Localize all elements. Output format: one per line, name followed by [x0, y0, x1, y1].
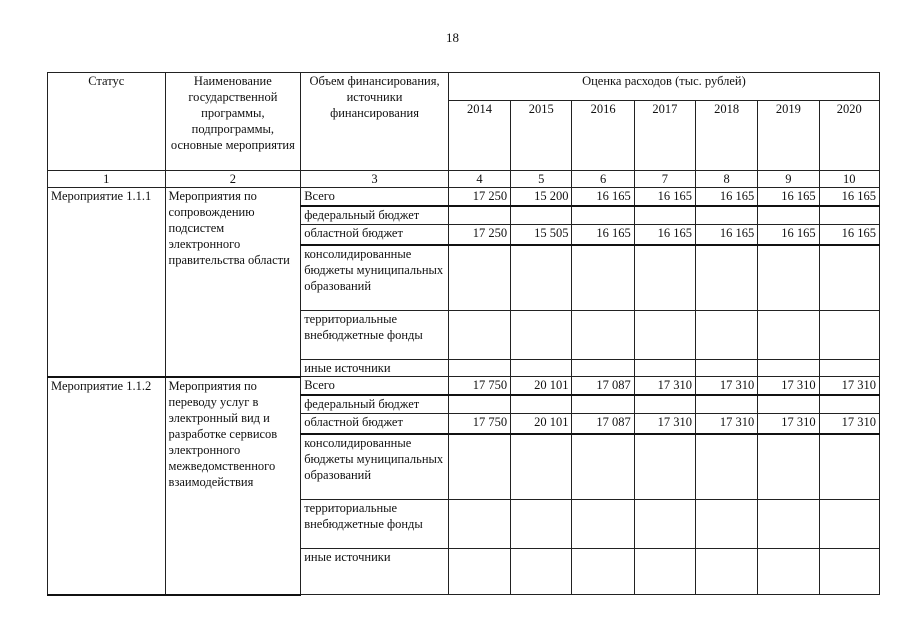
value-cell: [511, 549, 572, 595]
value-cell: [696, 434, 758, 500]
header-financing: Объем финансирования, источники финансирования: [301, 73, 449, 171]
header-year: 2015: [511, 101, 572, 171]
column-number: 3: [301, 171, 449, 188]
value-cell: [758, 549, 819, 595]
value-cell: [572, 434, 634, 500]
source-label: областной бюджет: [301, 414, 449, 434]
value-cell: [819, 549, 879, 595]
value-cell: [696, 395, 758, 414]
budget-table: [47, 72, 880, 596]
header-year: 2018: [696, 101, 758, 171]
source-label: Всего: [301, 188, 449, 206]
value-cell: [634, 360, 695, 377]
value-cell: 17 250: [448, 188, 510, 206]
value-cell: 20 101: [511, 414, 572, 434]
status-cell: Мероприятие 1.1.1: [48, 188, 166, 377]
value-cell: [758, 206, 819, 225]
header-estimate: Оценка расходов (тыс. рублей): [448, 73, 879, 101]
value-cell: [819, 206, 879, 225]
column-number: 9: [758, 171, 819, 188]
value-cell: [634, 245, 695, 311]
value-cell: 16 165: [696, 225, 758, 245]
value-cell: [758, 434, 819, 500]
status-cell: Мероприятие 1.1.2: [48, 377, 166, 595]
column-number: 8: [696, 171, 758, 188]
value-cell: [758, 500, 819, 549]
value-cell: [572, 395, 634, 414]
name-cell: Мероприятия по переводу услуг в электронный вид и разработке сервисов электронного межведомственного взаимодействия: [165, 377, 301, 595]
value-cell: [696, 500, 758, 549]
source-label: территориальные внебюджетные фонды: [301, 311, 449, 360]
value-cell: [448, 360, 510, 377]
value-cell: [448, 434, 510, 500]
value-cell: [819, 311, 879, 360]
value-cell: 16 165: [696, 188, 758, 206]
value-cell: [572, 500, 634, 549]
value-cell: [696, 206, 758, 225]
source-label: областной бюджет: [301, 225, 449, 245]
value-cell: [572, 360, 634, 377]
source-label: иные источники: [301, 549, 449, 595]
column-number: 6: [572, 171, 634, 188]
value-cell: 15 200: [511, 188, 572, 206]
source-label: федеральный бюджет: [301, 395, 449, 414]
value-cell: 17 250: [448, 225, 510, 245]
header-name: Наименование государственной программы, подпрограммы, основные мероприятия: [165, 73, 301, 171]
header-year: 2020: [819, 101, 879, 171]
value-cell: [511, 434, 572, 500]
value-cell: [819, 245, 879, 311]
page-number: 18: [446, 30, 459, 45]
source-label: консолидированные бюджеты муниципальных образований: [301, 245, 449, 311]
value-cell: 17 750: [448, 377, 510, 395]
header-year: 2016: [572, 101, 634, 171]
value-cell: [758, 360, 819, 377]
value-cell: [696, 360, 758, 377]
column-number: 5: [511, 171, 572, 188]
value-cell: [634, 549, 695, 595]
value-cell: 17 310: [634, 377, 695, 395]
value-cell: 20 101: [511, 377, 572, 395]
value-cell: [511, 245, 572, 311]
value-cell: 17 310: [696, 414, 758, 434]
value-cell: 17 310: [758, 377, 819, 395]
value-cell: 17 087: [572, 377, 634, 395]
value-cell: [448, 206, 510, 225]
value-cell: 16 165: [572, 225, 634, 245]
value-cell: 16 165: [634, 225, 695, 245]
table-row: [48, 188, 880, 206]
value-cell: 16 165: [634, 188, 695, 206]
header-year: 2014: [448, 101, 510, 171]
value-cell: [758, 311, 819, 360]
name-cell: Мероприятия по сопровождению подсистем электронного правительства области: [165, 188, 301, 377]
value-cell: [758, 245, 819, 311]
column-number: 7: [634, 171, 695, 188]
header-status: Статус: [48, 73, 166, 171]
value-cell: [819, 434, 879, 500]
value-cell: 16 165: [758, 225, 819, 245]
value-cell: [572, 549, 634, 595]
source-label: иные источники: [301, 360, 449, 377]
value-cell: [696, 245, 758, 311]
column-number: 10: [819, 171, 879, 188]
value-cell: 16 165: [758, 188, 819, 206]
value-cell: [634, 395, 695, 414]
value-cell: [448, 549, 510, 595]
value-cell: [819, 500, 879, 549]
value-cell: 17 310: [819, 377, 879, 395]
table-row: [48, 377, 880, 395]
value-cell: [511, 500, 572, 549]
value-cell: [634, 434, 695, 500]
source-label: федеральный бюджет: [301, 206, 449, 225]
value-cell: [511, 360, 572, 377]
value-cell: [448, 395, 510, 414]
value-cell: [511, 206, 572, 225]
value-cell: [448, 500, 510, 549]
value-cell: [634, 311, 695, 360]
value-cell: 16 165: [572, 188, 634, 206]
value-cell: [572, 206, 634, 225]
value-cell: [511, 311, 572, 360]
value-cell: 17 310: [634, 414, 695, 434]
value-cell: [448, 311, 510, 360]
source-label: консолидированные бюджеты муниципальных образований: [301, 434, 449, 500]
value-cell: 15 505: [511, 225, 572, 245]
value-cell: [696, 549, 758, 595]
value-cell: [758, 395, 819, 414]
column-number: 4: [448, 171, 510, 188]
value-cell: 17 750: [448, 414, 510, 434]
value-cell: [819, 395, 879, 414]
value-cell: 16 165: [819, 188, 879, 206]
value-cell: [696, 311, 758, 360]
source-label: территориальные внебюджетные фонды: [301, 500, 449, 549]
value-cell: 17 310: [758, 414, 819, 434]
value-cell: [572, 311, 634, 360]
value-cell: [511, 395, 572, 414]
value-cell: 16 165: [819, 225, 879, 245]
value-cell: [634, 206, 695, 225]
value-cell: 17 087: [572, 414, 634, 434]
value-cell: [448, 245, 510, 311]
header-year: 2019: [758, 101, 819, 171]
column-number: 2: [165, 171, 301, 188]
source-label: Всего: [301, 377, 449, 395]
value-cell: [572, 245, 634, 311]
header-year: 2017: [634, 101, 695, 171]
value-cell: 17 310: [696, 377, 758, 395]
value-cell: 17 310: [819, 414, 879, 434]
value-cell: [819, 360, 879, 377]
value-cell: [634, 500, 695, 549]
column-number: 1: [48, 171, 166, 188]
